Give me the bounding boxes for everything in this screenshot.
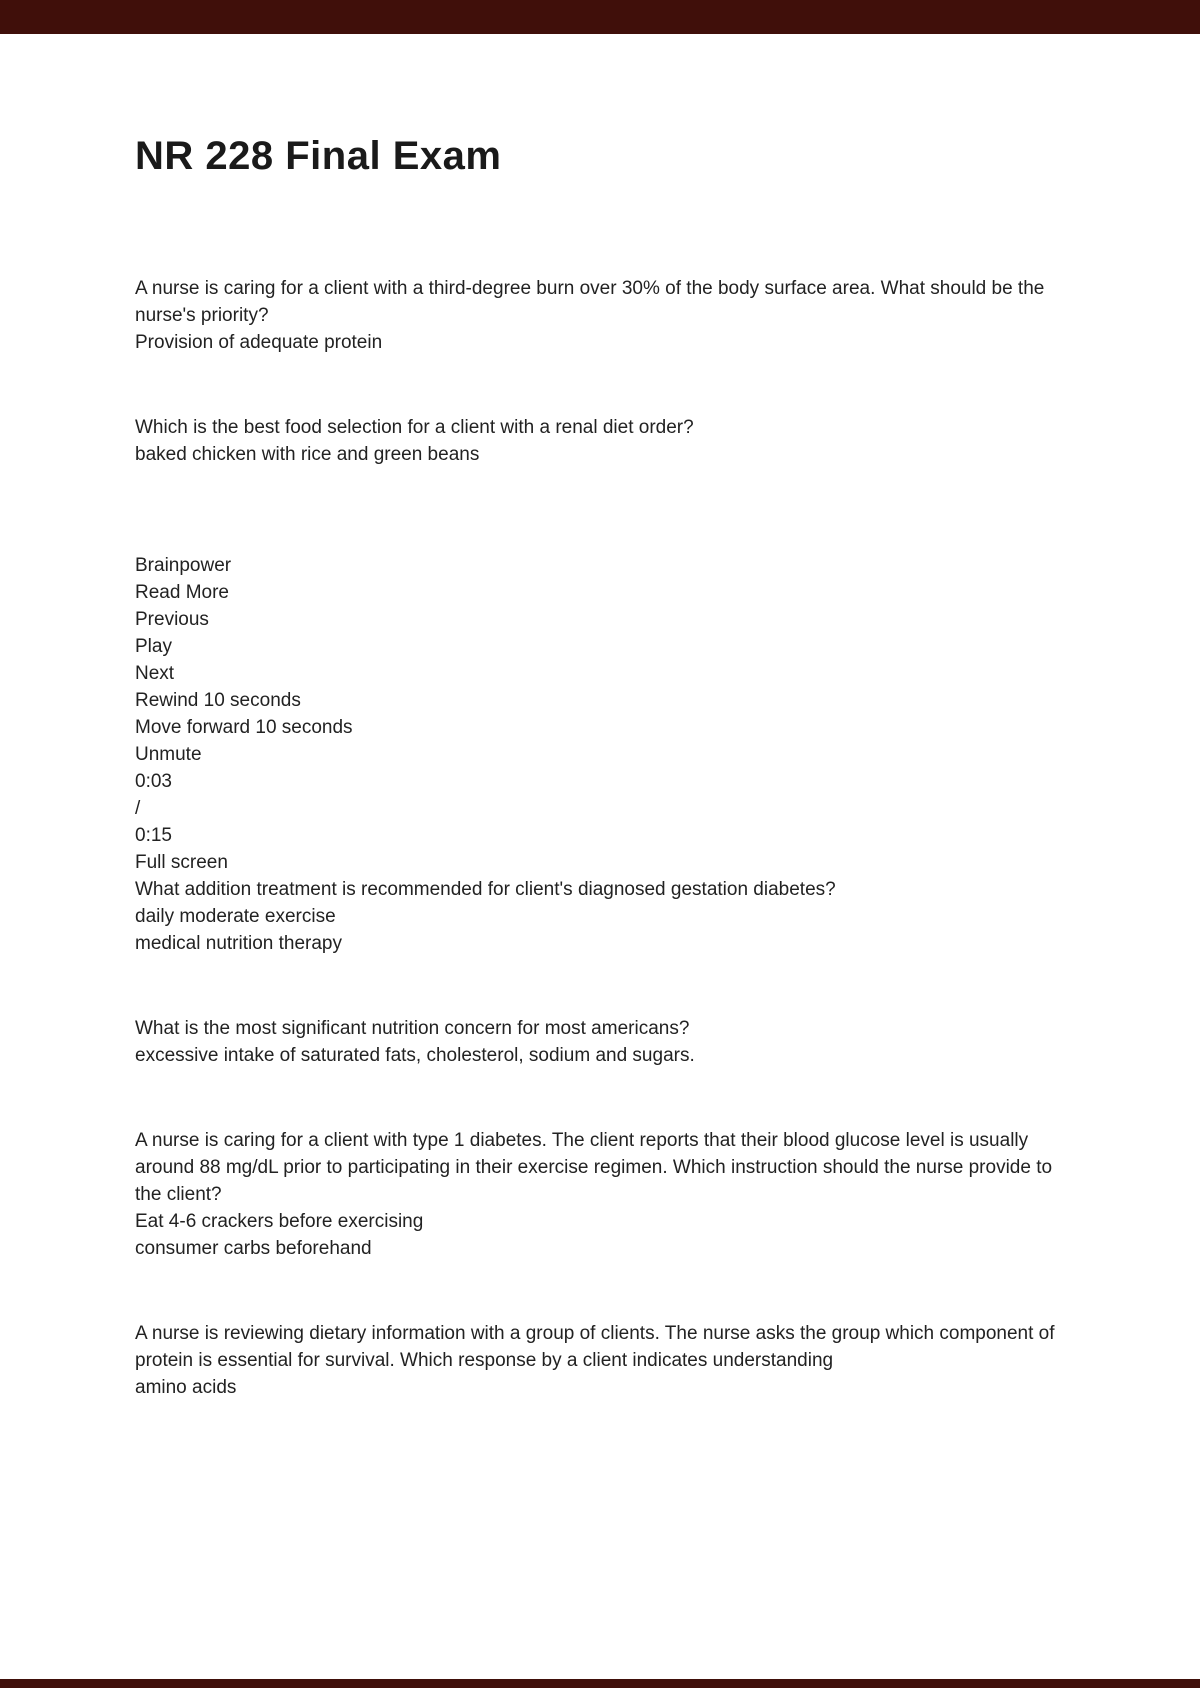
unmute-label: Unmute <box>135 744 202 765</box>
answer-text: amino acids <box>135 1377 237 1398</box>
forward-label: Move forward 10 seconds <box>135 717 353 738</box>
time-separator: / <box>135 798 141 819</box>
duration-text: 0:15 <box>135 825 172 846</box>
media-label-brainpower: Brainpower <box>135 555 232 576</box>
question-block <box>135 414 1070 468</box>
answer-text: consumer carbs beforehand <box>135 1238 372 1259</box>
question-block <box>135 1127 1070 1262</box>
media-player-text-block <box>135 552 1070 957</box>
rewind-label: Rewind 10 seconds <box>135 690 301 711</box>
answer-text: Eat 4-6 crackers before exercising <box>135 1211 424 1232</box>
question-text: A nurse is caring for a client with type 1 diabetes. The client reports that their blood glucose level is usually around 88 mg/dL prior to participating in their exercise regimen. Which instruction should the nurse provide to the client? <box>135 1130 1053 1205</box>
current-time-text: 0:03 <box>135 771 172 792</box>
question-block <box>135 1320 1070 1401</box>
question-text: A nurse is reviewing dietary information with a group of clients. The nurse asks the group which component of protein is essential for survival. Which response by a client indicates understanding <box>135 1323 1055 1371</box>
document-content <box>135 34 1070 1401</box>
answer-text: medical nutrition therapy <box>135 933 342 954</box>
answer-text: Provision of adequate protein <box>135 332 383 353</box>
question-block <box>135 1015 1070 1069</box>
top-border-bar <box>0 0 1200 34</box>
question-text: What addition treatment is recommended for client's diagnosed gestation diabetes? <box>135 879 836 900</box>
question-text: A nurse is caring for a client with a third-degree burn over 30% of the body surface area. What should be the nurse's priority? <box>135 278 1045 326</box>
read-more-label: Read More <box>135 582 229 603</box>
next-label: Next <box>135 663 175 684</box>
question-text: Which is the best food selection for a client with a renal diet order? <box>135 417 694 438</box>
question-text: What is the most significant nutrition concern for most americans? <box>135 1018 690 1039</box>
previous-label: Previous <box>135 609 209 630</box>
question-block <box>135 275 1070 356</box>
answer-text: daily moderate exercise <box>135 906 336 927</box>
answer-text: baked chicken with rice and green beans <box>135 444 480 465</box>
answer-text: excessive intake of saturated fats, cholesterol, sodium and sugars. <box>135 1045 695 1066</box>
fullscreen-label: Full screen <box>135 852 228 873</box>
play-label: Play <box>135 636 172 657</box>
page-title: NR 228 Final Exam <box>135 134 502 178</box>
bottom-border-bar <box>0 1679 1200 1688</box>
